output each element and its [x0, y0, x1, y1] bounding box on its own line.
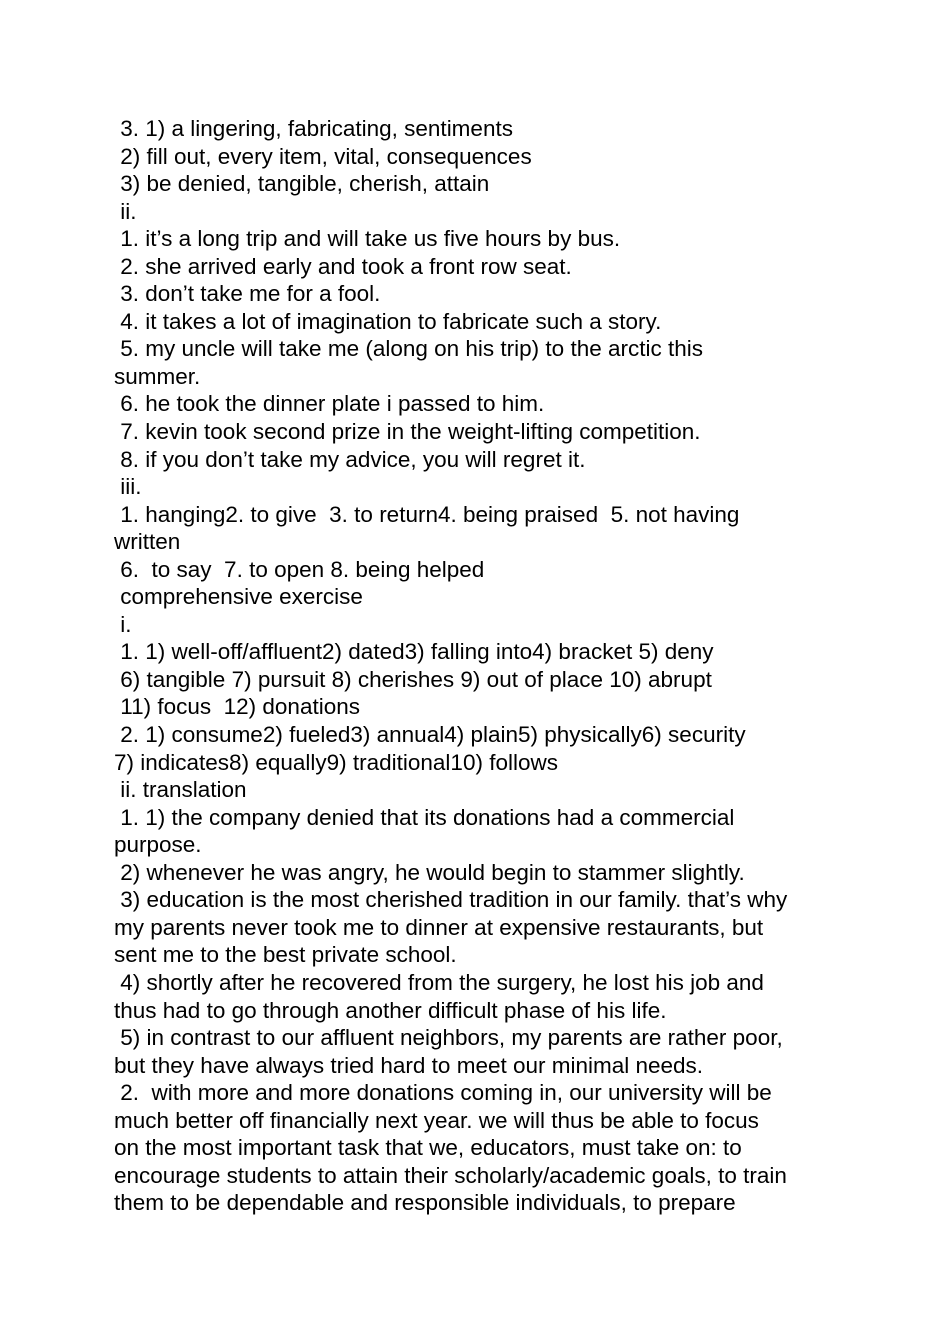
text-line: 1. hanging2. to give 3. to return4. being praised 5. not having	[114, 501, 740, 527]
text-line: 7. kevin took second prize in the weight-lifting competition.	[114, 419, 701, 445]
section-heading: iii.	[114, 474, 142, 500]
text-line: but they have always tried hard to meet our minimal needs.	[114, 1052, 704, 1078]
text-line: 7) indicates8) equally9) traditional10) follows	[114, 749, 558, 775]
text-line: thus had to go through another difficult phase of his life.	[114, 997, 667, 1023]
text-line: 3) be denied, tangible, cherish, attain	[114, 171, 490, 197]
text-line: 6) tangible 7) pursuit 8) cherishes 9) out of place 10) abrupt	[114, 666, 712, 692]
text-line: 6. he took the dinner plate i passed to him.	[114, 391, 545, 417]
text-line: 2) fill out, every item, vital, consequences	[114, 143, 532, 169]
text-line: summer.	[114, 363, 201, 389]
text-line: my parents never took me to dinner at expensive restaurants, but	[114, 914, 764, 940]
text-line: them to be dependable and responsible individuals, to prepare	[114, 1190, 736, 1216]
text-line: 5. my uncle will take me (along on his trip) to the arctic this	[114, 336, 703, 362]
text-line: encourage students to attain their scholarly/academic goals, to train	[114, 1162, 787, 1188]
text-line: 3) education is the most cherished tradition in our family. that’s why	[114, 887, 788, 913]
section-heading: ii. translation	[114, 777, 247, 803]
text-line: 2. with more and more donations coming in, our university will be	[114, 1080, 772, 1106]
text-line: 5) in contrast to our affluent neighbors, my parents are rather poor,	[114, 1025, 783, 1051]
text-line: on the most important task that we, educators, must take on: to	[114, 1135, 742, 1161]
section-heading: comprehensive exercise	[114, 584, 363, 610]
text-line: 4. it takes a lot of imagination to fabricate such a story.	[114, 308, 662, 334]
text-line: 2. she arrived early and took a front row seat.	[114, 253, 572, 279]
text-line: 3. don’t take me for a fool.	[114, 281, 381, 307]
text-line: 3. 1) a lingering, fabricating, sentiments	[114, 116, 513, 141]
text-line: 1. 1) well-off/affluent2) dated3) falling into4) bracket 5) deny	[114, 639, 714, 665]
text-line: 4) shortly after he recovered from the surgery, he lost his job and	[114, 969, 764, 995]
text-line: written	[114, 529, 181, 555]
text-line: 1. 1) the company denied that its donations had a commercial	[114, 804, 735, 830]
text-line: sent me to the best private school.	[114, 942, 457, 968]
text-line: 11) focus 12) donations	[114, 694, 360, 720]
text-line: much better off financially next year. we will thus be able to focus	[114, 1107, 759, 1133]
text-line: 2. 1) consume2) fueled3) annual4) plain5) physically6) security	[114, 722, 746, 748]
section-heading: ii.	[114, 198, 137, 224]
text-line: 2) whenever he was angry, he would begin to stammer slightly.	[114, 859, 745, 885]
document-body	[114, 115, 844, 1217]
text-line: 1. it’s a long trip and will take us five hours by bus.	[114, 226, 621, 252]
text-line: purpose.	[114, 832, 202, 858]
text-line: 6. to say 7. to open 8. being helped	[114, 556, 485, 582]
text-line: 8. if you don’t take my advice, you will regret it.	[114, 446, 586, 472]
section-heading: i.	[114, 611, 132, 637]
